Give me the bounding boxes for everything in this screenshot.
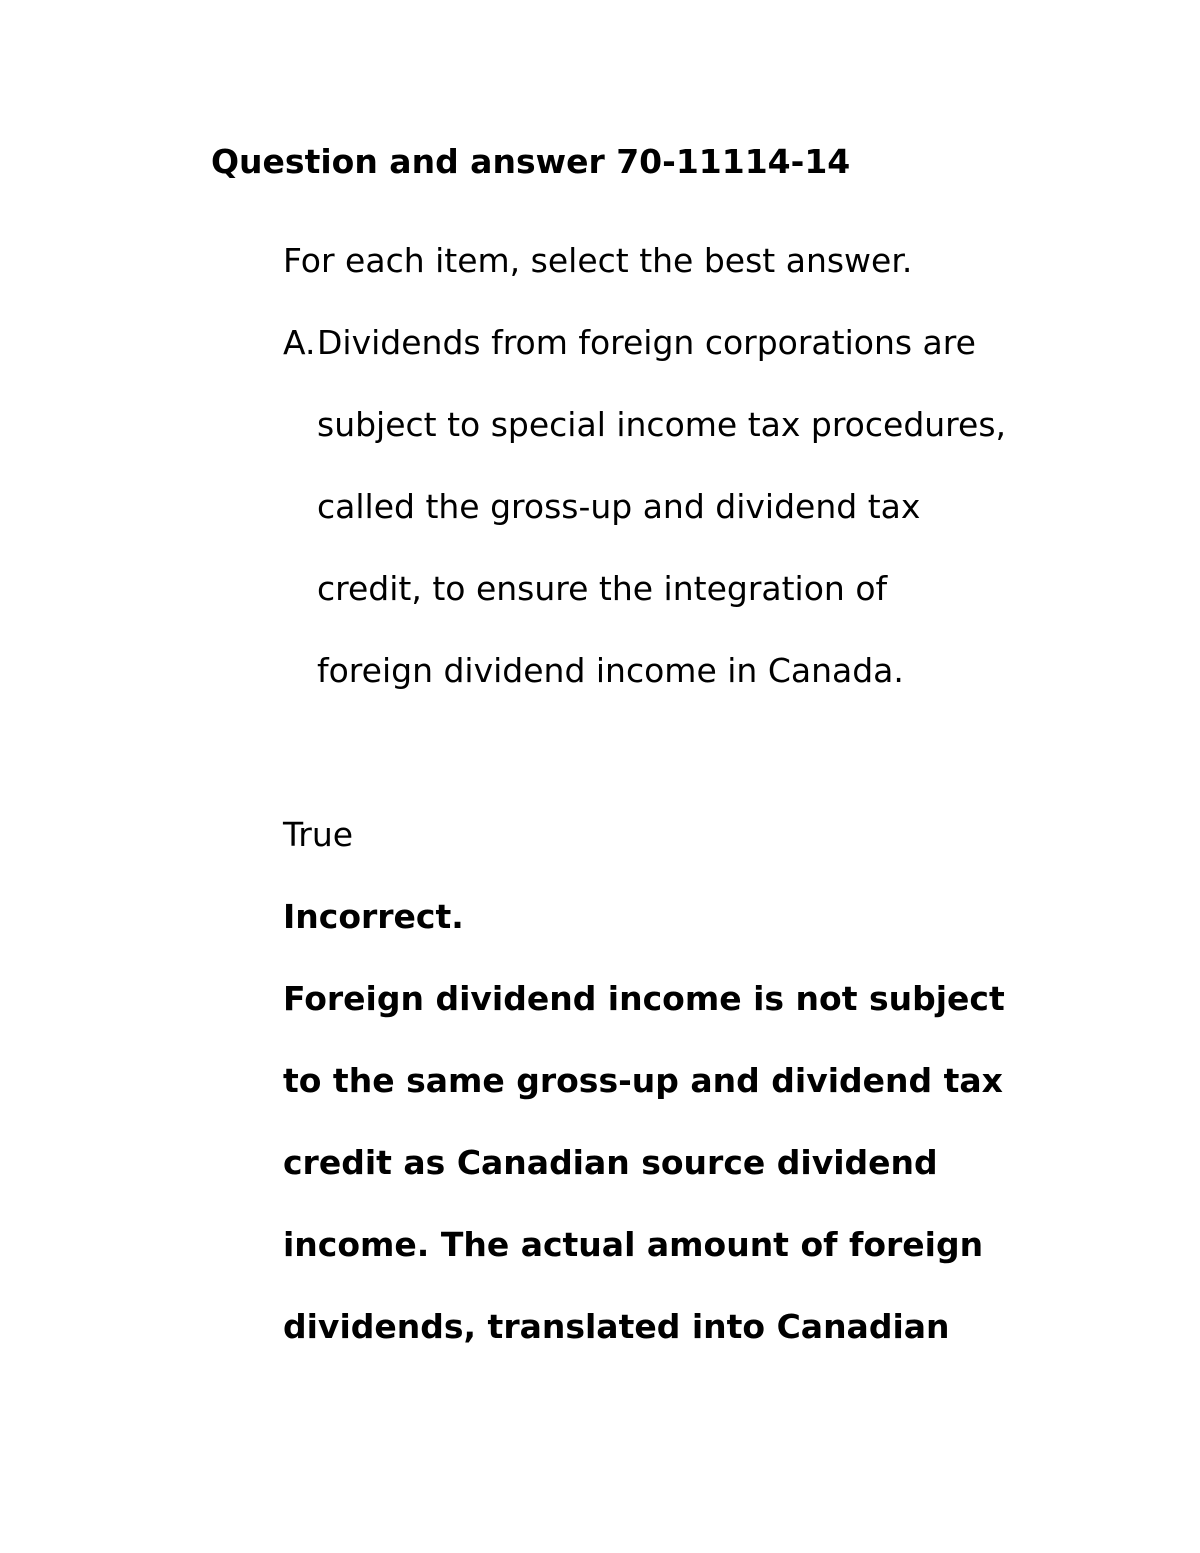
feedback-line: Foreign dividend income is not subject — [283, 979, 1005, 1018]
feedback-line: to the same gross-up and dividend tax — [283, 1061, 1003, 1100]
document-title: Question and answer 70-11114-14 — [211, 142, 851, 181]
question-letter: A. — [283, 323, 316, 362]
feedback-line: credit as Canadian source dividend — [283, 1143, 938, 1182]
instruction-text: For each item, select the best answer. — [283, 241, 913, 280]
question-line: foreign dividend income in Canada. — [317, 651, 904, 690]
question-line: subject to special income tax procedures, — [317, 405, 1007, 444]
question-line: Dividends from foreign corporations are — [317, 323, 976, 362]
feedback-line: income. The actual amount of foreign — [283, 1225, 984, 1264]
feedback-verdict: Incorrect. — [283, 897, 464, 936]
answer-text: True — [283, 815, 354, 854]
feedback-line: dividends, translated into Canadian — [283, 1307, 950, 1346]
question-line: credit, to ensure the integration of — [317, 569, 888, 608]
question-line: called the gross-up and dividend tax — [317, 487, 921, 526]
